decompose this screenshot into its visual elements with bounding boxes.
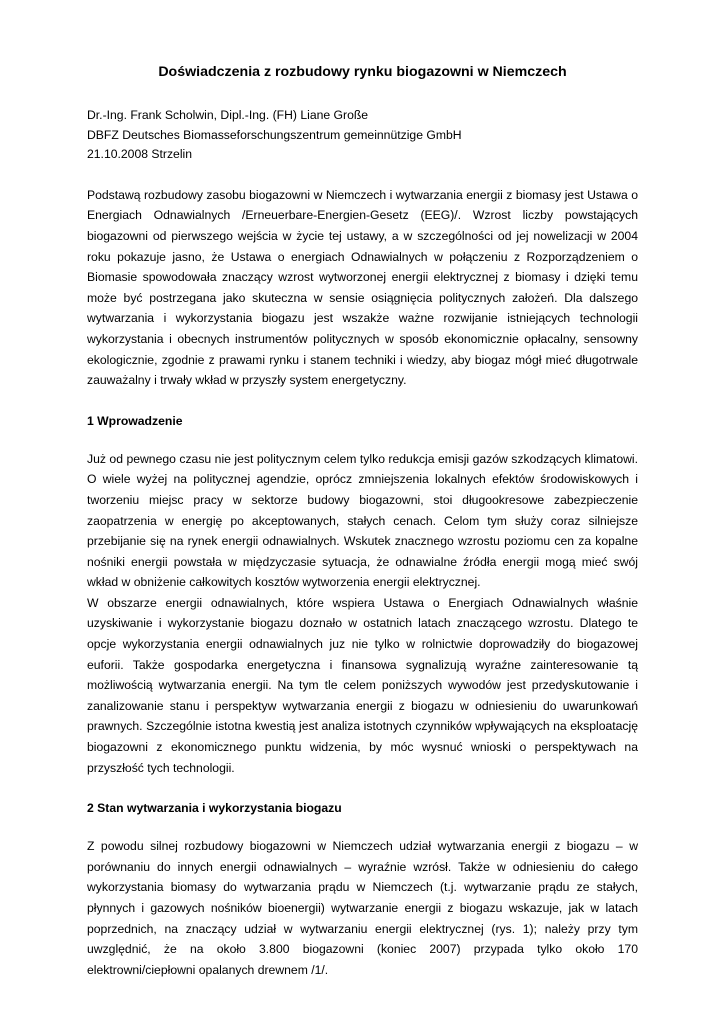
section-2-paragraph-1: Z powodu silnej rozbudowy biogazowni w Niemczech udział wytwarzania energii z biogazu – w porównaniu do innych energii odnawialnych – wyraźnie wzrósł. Także w odniesieniu do całego wykorzystania biomasy do wytwarzania prądu w Niemczech (t.j. wytwarzanie prądu ze stałych, płynnych i gazowych nośników bioenergii) wytwarzanie energii z biogazu wskazuje, jak w latach poprzednich, na znaczący udział w wytwarzaniu energii elektrycznej (rys. 1); należy przy tym uwzględnić, że na około 3.800 biogazowni (koniec 2007) przypada tylko około 170 elektrowni/ciepłowni opalanych drewnem /1/. bbox=[87, 839, 638, 977]
document-title: Doświadczenia z rozbudowy rynku biogazowni w Niemczech bbox=[158, 64, 567, 80]
institution-line: DBFZ Deutsches Biomasseforschungszentrum gemeinnützige GmbH bbox=[87, 127, 462, 142]
spacer bbox=[87, 778, 638, 798]
abstract-paragraph: Podstawą rozbudowy zasobu biogazowni w Niemczech i wytwarzania energii z biomasy jest Ustawa o Energiach Odnawialnych /Erneuerbare-Energien-Gesetz (EEG)/. Wzrost liczby powstających biogazowni od pierwszego wejścia w życie tej ustawy, a w szczególności od jej nowelizacji w 2004 roku pokazuje jasno, że Ustawa o energiach Odnawialnych w połączeniu z Rozporządzeniem o Biomasie spowodowała znaczący wzrost wytworzonej energii elektrycznej z biomasy i dzięki temu może być postrzegana jako skuteczna w sensie osiągnięcia politycznych założeń. Dla dalszego wytwarzania i wykorzystania biogazu jest wszakże ważne rozwijanie istniejących technologii wykorzystania i obecnych instrumentów politycznych w sposób ekonomicznie opłacalny, sensowny ekologicznie, zgodnie z prawami rynku i stanem techniki i wiedzy, aby biogaz mógł mieć długotrwale zauważalny i trwały wkład w przyszły system energetyczny. bbox=[87, 187, 638, 388]
spacer bbox=[87, 391, 638, 411]
document-meta bbox=[87, 106, 638, 165]
section-2-heading: 2 Stan wytwarzania i wykorzystania biogazu bbox=[87, 801, 342, 816]
section-1-heading: 1 Wprowadzenie bbox=[87, 413, 183, 428]
date-place-line: 21.10.2008 Strzelin bbox=[87, 147, 193, 162]
authors-line: Dr.-Ing. Frank Scholwin, Dipl.-Ing. (FH) Liane Große bbox=[87, 108, 369, 122]
document-page bbox=[87, 62, 638, 980]
section-1-paragraph-2: W obszarze energii odnawialnych, które wspiera Ustawa o Energiach Odnawialnych właśnie uzyskiwanie i wykorzystanie biogazu doznało w ostatnich latach znaczącego wzrostu. Dlatego te opcje wykorzystania energii odnawialnych juz nie tylko w rolnictwie doprowadziły do biogazowej euforii. Także gospodarka energetyczna i finansowa sygnalizują wyraźne zainteresowanie tą możliwością wytwarzania energii. Na tym tle celem poniższych wywodów jest przedyskutowanie i zanalizowanie stanu i perspektyw wytwarzania energii z biogazu w odniesieniu do uwarunkowań prawnych. Szczególnie istotna kwestią jest analiza istotnych czynników wpływających na eksploatację biogazowni z ekonomicznego punktu widzenia, by móc wysnuć wnioski o perspektywach na przyszłość tych technologii. bbox=[87, 595, 638, 775]
section-1-paragraph-1: Już od pewnego czasu nie jest politycznym celem tylko redukcja emisji gazów szkodzących klimatowi. O wiele wyżej na politycznej agendzie, oprócz zmniejszenia lokalnych efektów środowiskowych i tworzeniu miejsc pracy w sektorze budowy biogazowni, stoi długookresowe zabezpieczenie zaopatrzenia w energię po akceptowanych, stałych cenach. Celom tym służy coraz silniejsze przebijanie się na rynek energii odnawialnych. Wskutek znacznego wzrostu poziomu cen za kopalne nośniki energii powstała w międzyczasie sytuacja, że odnawialne źródła energii mogą mieć swój wkład w obniżenie całkowitych kosztów wytworzenia energii elektrycznej. bbox=[87, 451, 638, 590]
